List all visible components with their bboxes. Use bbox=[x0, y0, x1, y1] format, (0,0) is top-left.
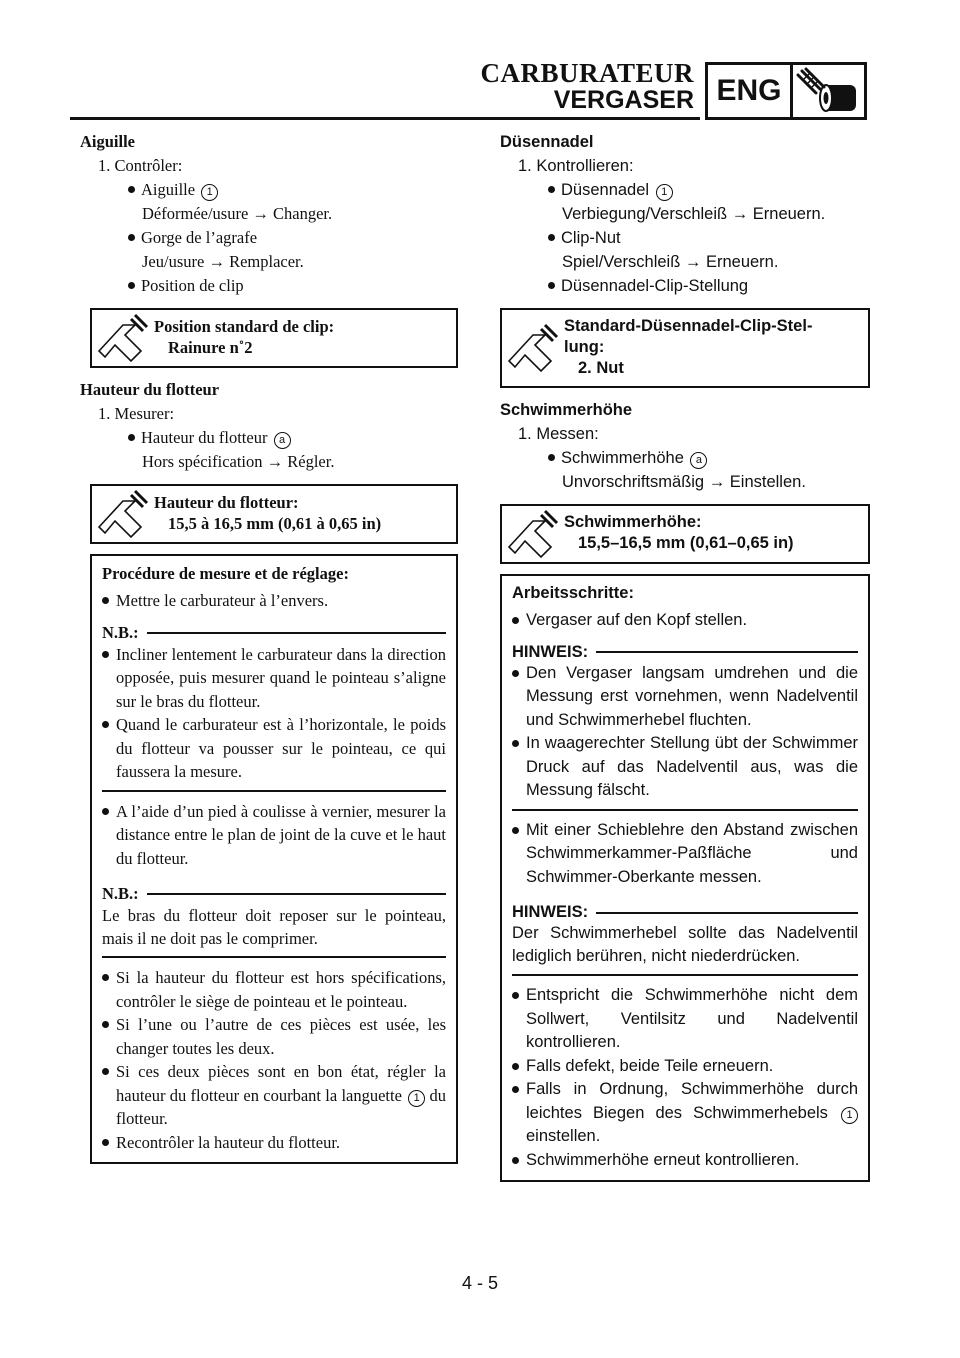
note-end-rule bbox=[102, 956, 446, 958]
step-kontrollieren: 1. Kontrollieren: bbox=[518, 157, 634, 175]
bullet-icon bbox=[512, 992, 519, 999]
list-item: Düsennadel 1 bbox=[500, 178, 870, 202]
spec-box-clip bbox=[500, 308, 870, 388]
list-item: Si la hauteur du flotteur est hors spécifications, contrôler le siège de pointeau et le pointeau. bbox=[102, 966, 446, 1013]
ref-number-icon: 1 bbox=[841, 1107, 858, 1124]
bullet-icon bbox=[512, 617, 519, 624]
procedure-box bbox=[500, 574, 870, 1182]
procedure-title: Arbeitsschritte: bbox=[512, 584, 634, 602]
list-item: Schwimmerhöhe erneut kontrollieren. bbox=[512, 1149, 858, 1173]
bullet-icon bbox=[512, 827, 519, 834]
spec-label: Standard-Düsennadel-Clip-Stel- bbox=[564, 317, 813, 335]
section-heading-aiguille: Aiguille bbox=[80, 132, 136, 151]
step-messen: 1. Messen: bbox=[518, 425, 599, 443]
list-item: Clip-Nut bbox=[500, 226, 870, 250]
bullet-icon bbox=[128, 186, 135, 193]
eng-label: ENG bbox=[708, 65, 793, 117]
list-item: Position de clip bbox=[80, 274, 460, 298]
spec-wrench-icon bbox=[92, 310, 154, 366]
bullet-icon bbox=[128, 282, 135, 289]
ref-letter-icon: a bbox=[690, 452, 707, 469]
step-controler: 1. Contrôler: bbox=[98, 156, 183, 175]
ref-number-icon: 1 bbox=[201, 184, 218, 201]
list-item: Vergaser auf den Kopf stellen. bbox=[512, 609, 858, 633]
bullet-icon bbox=[102, 721, 109, 728]
bullet-icon bbox=[512, 1157, 519, 1164]
eng-badge bbox=[705, 62, 867, 120]
bullet-icon bbox=[102, 808, 109, 815]
list-item: Mit einer Schieblehre den Abstand zwischen Schwimmerkammer-Paßfläche und Schwimmer-Oberkante messen. bbox=[512, 819, 858, 890]
list-item: Quand le carburateur est à l’horizontale, le poids du flotteur va pousser sur le pointeau, ce qui faussera la mesure. bbox=[102, 713, 446, 784]
list-item: Falls in Ordnung, Schwimmerhöhe durch leichtes Biegen des Schwimmerhebels 1 einstellen. bbox=[512, 1078, 858, 1149]
list-item: Aiguille 1 bbox=[80, 178, 460, 202]
spec-label: Position standard de clip: bbox=[154, 317, 335, 336]
list-item: Schwimmerhöhe a bbox=[500, 446, 870, 470]
spec-wrench-icon bbox=[502, 310, 564, 386]
step-mesurer: 1. Mesurer: bbox=[98, 404, 175, 423]
ref-number-icon: 1 bbox=[408, 1090, 425, 1107]
list-item: Gorge de l’agrafe bbox=[80, 226, 460, 250]
list-note: Verbiegung/Verschleiß → Erneuern. bbox=[562, 205, 826, 223]
note-header: N.B.: bbox=[102, 884, 446, 904]
section-title-fr: CARBURATEUR bbox=[480, 58, 694, 88]
section-heading-hauteur: Hauteur du flotteur bbox=[80, 380, 220, 399]
list-note: Spiel/Verschleiß → Erneuern. bbox=[562, 253, 779, 271]
bullet-icon bbox=[512, 670, 519, 677]
bullet-icon bbox=[548, 234, 555, 241]
spec-wrench-icon bbox=[502, 506, 564, 562]
bullet-icon bbox=[548, 186, 555, 193]
section-title-de: VERGASER bbox=[553, 86, 694, 114]
note-header: HINWEIS: bbox=[512, 903, 858, 922]
spec-label: lung: bbox=[564, 338, 605, 356]
list-item: Hauteur du flotteur a bbox=[80, 426, 460, 450]
note-end-rule bbox=[102, 790, 446, 792]
list-note: Déformée/usure → Changer. bbox=[142, 204, 333, 223]
engine-wrench-icon bbox=[793, 65, 864, 117]
procedure-box bbox=[90, 554, 458, 1164]
bullet-icon bbox=[102, 597, 109, 604]
spec-label: Hauteur du flotteur: bbox=[154, 493, 299, 512]
page-number: 4 - 5 bbox=[461, 1273, 499, 1293]
list-note: Unvorschriftsmäßig → Einstellen. bbox=[562, 473, 806, 491]
spec-label: Schwimmerhöhe: bbox=[564, 513, 702, 531]
list-item: Mettre le carburateur à l’envers. bbox=[102, 589, 446, 613]
spec-box-float-height bbox=[500, 504, 870, 564]
list-item: Falls defekt, beide Teile erneuern. bbox=[512, 1055, 858, 1079]
list-item: Recontrôler la hauteur du flotteur. bbox=[102, 1131, 446, 1155]
section-heading-schwimmerhoehe: Schwimmerhöhe bbox=[500, 401, 633, 419]
list-note: Jeu/usure → Remplacer. bbox=[142, 252, 304, 271]
list-item: Düsennadel-Clip-Stellung bbox=[500, 274, 870, 298]
list-item: Incliner lentement le carburateur dans la direction opposée, puis mesurer quand le pointeau s’aligne sur le bras du flotteur. bbox=[102, 643, 446, 714]
spec-value: Rainure n˚2 bbox=[168, 338, 253, 357]
bullet-icon bbox=[102, 1068, 109, 1075]
ref-letter-icon: a bbox=[274, 432, 291, 449]
note-header: HINWEIS: bbox=[512, 643, 858, 662]
bullet-icon bbox=[128, 434, 135, 441]
bullet-icon bbox=[128, 234, 135, 241]
bullet-icon bbox=[548, 454, 555, 461]
header-rule bbox=[70, 117, 700, 120]
list-item: Den Vergaser langsam umdrehen und die Messung erst vornehmen, wenn Nadelventil und Schwimmerhebel fluchten. bbox=[512, 662, 858, 733]
spec-value: 15,5 à 16,5 mm (0,61 à 0,65 in) bbox=[168, 514, 382, 533]
french-column bbox=[80, 130, 460, 1164]
note-end-rule bbox=[512, 974, 858, 976]
bullet-icon bbox=[512, 1086, 519, 1093]
spec-value: 2. Nut bbox=[578, 359, 624, 377]
list-item: Si ces deux pièces sont en bon état, régler la hauteur du flotteur en courbant la languette 1 du flotteur. bbox=[102, 1060, 446, 1131]
spec-value: 15,5–16,5 mm (0,61–0,65 in) bbox=[578, 534, 794, 552]
bullet-icon bbox=[512, 1063, 519, 1070]
bullet-icon bbox=[102, 1021, 109, 1028]
spec-box-clip bbox=[90, 308, 458, 368]
section-heading-duesennadel: Düsennadel bbox=[500, 133, 594, 151]
note-end-rule bbox=[512, 809, 858, 811]
list-item: In waagerechter Stellung übt der Schwimmer Druck auf das Nadelventil aus, was die Messung fälscht. bbox=[512, 732, 858, 803]
german-column bbox=[500, 130, 870, 1182]
list-item: Si l’une ou l’autre de ces pièces est usée, les changer toutes les deux. bbox=[102, 1013, 446, 1060]
list-item: A l’aide d’un pied à coulisse à vernier, mesurer la distance entre le plan de joint de la cuve et le haut du flotteur. bbox=[102, 800, 446, 871]
spec-box-float-height bbox=[90, 484, 458, 544]
note-text: Le bras du flotteur doit reposer sur le pointeau, mais il ne doit pas le comprimer. bbox=[102, 906, 446, 948]
ref-number-icon: 1 bbox=[656, 184, 673, 201]
bullet-icon bbox=[102, 1139, 109, 1146]
bullet-icon bbox=[512, 740, 519, 747]
note-header: N.B.: bbox=[102, 623, 446, 643]
list-note: Hors spécification → Régler. bbox=[142, 452, 335, 471]
bullet-icon bbox=[102, 651, 109, 658]
spec-wrench-icon bbox=[92, 486, 154, 542]
bullet-icon bbox=[548, 282, 555, 289]
list-item: Entspricht die Schwimmerhöhe nicht dem Sollwert, Ventilsitz und Nadelventil kontrollieren. bbox=[512, 984, 858, 1055]
bullet-icon bbox=[102, 974, 109, 981]
procedure-title: Procédure de mesure et de réglage: bbox=[102, 564, 349, 583]
note-text: Der Schwimmerhebel sollte das Nadelventil lediglich berühren, nicht niederdrücken. bbox=[512, 924, 858, 965]
